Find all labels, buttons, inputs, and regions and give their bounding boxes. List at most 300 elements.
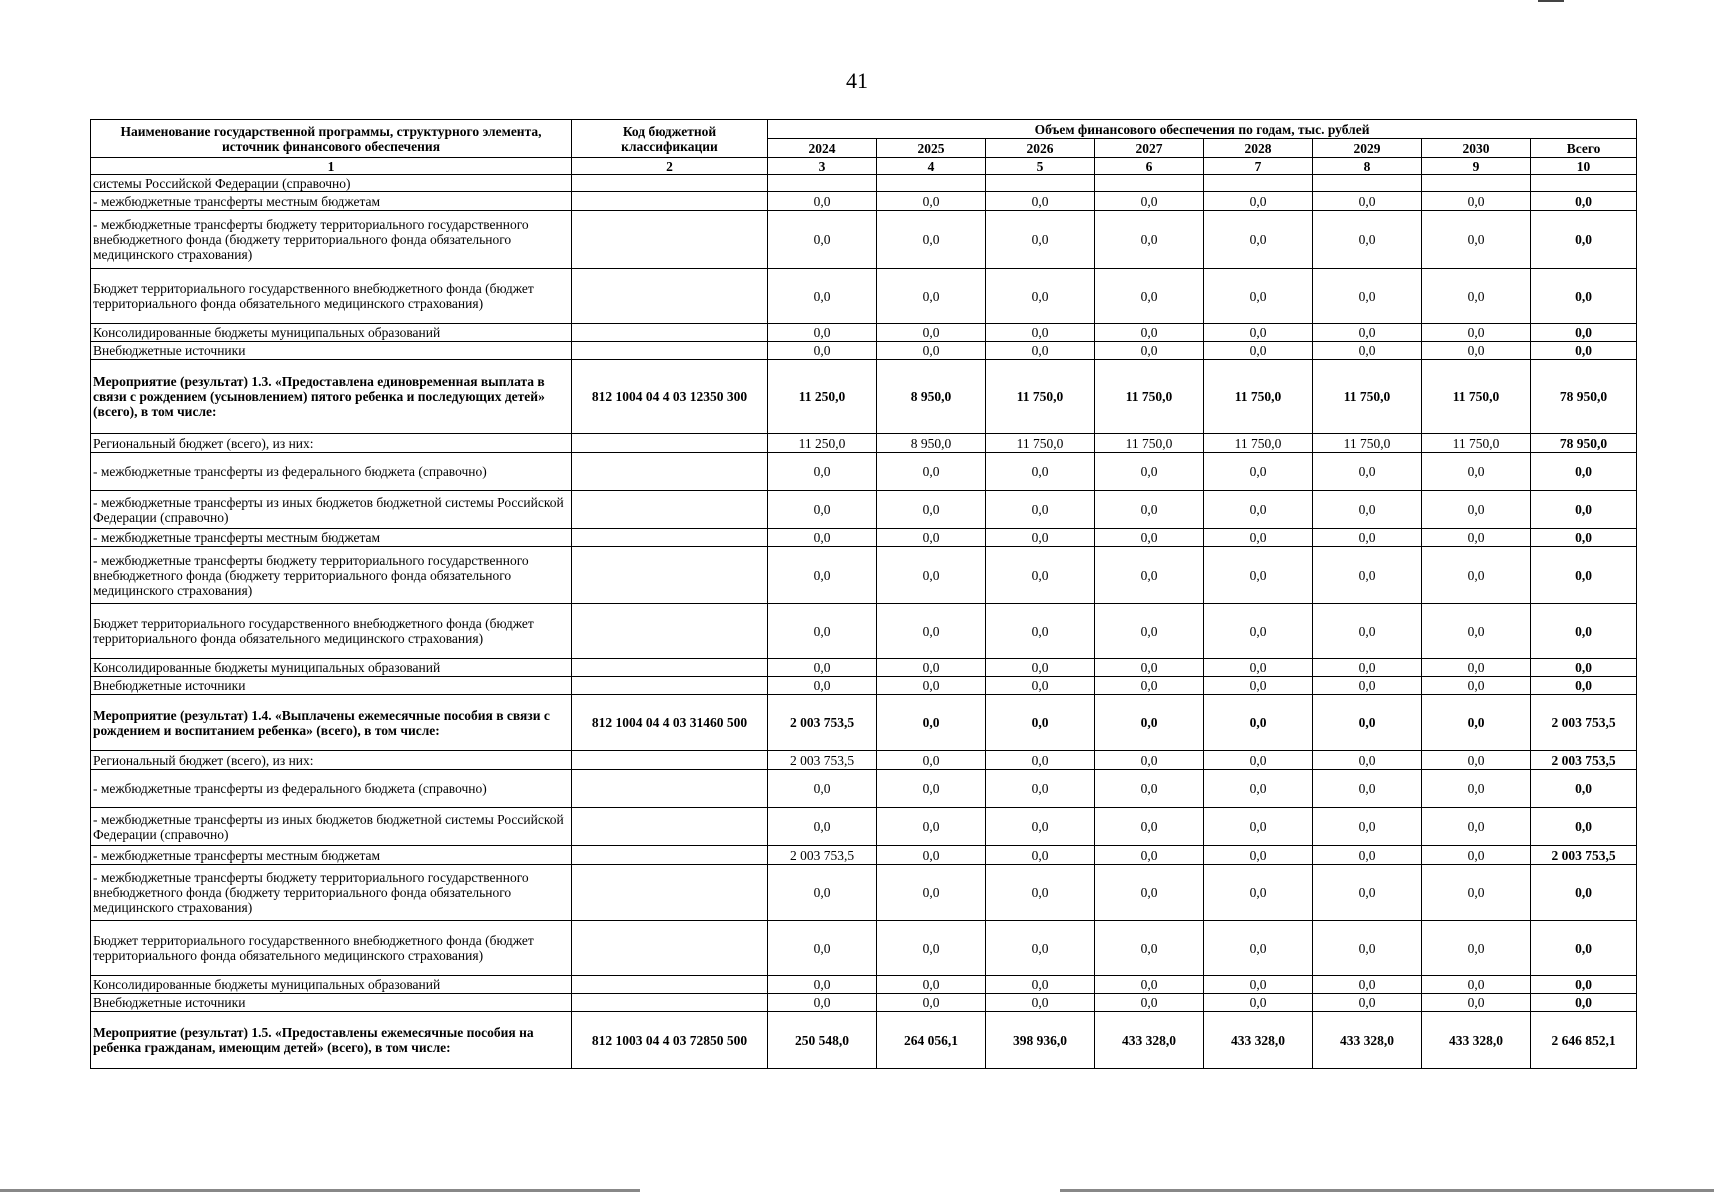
table-row (91, 846, 1637, 865)
row-value: 11 750,0 (986, 434, 1095, 453)
row-total: 0,0 (1531, 211, 1637, 269)
row-value: 0,0 (1422, 695, 1531, 751)
row-name: Консолидированные бюджеты муниципальных образований (91, 976, 572, 994)
row-value: 0,0 (1422, 529, 1531, 547)
table-row (91, 360, 1637, 434)
row-value: 0,0 (768, 921, 877, 976)
row-value: 0,0 (1095, 453, 1204, 491)
row-value: 8 950,0 (877, 434, 986, 453)
row-value: 0,0 (1313, 659, 1422, 677)
row-value: 0,0 (1204, 269, 1313, 324)
row-value: 0,0 (1204, 976, 1313, 994)
row-value: 0,0 (1204, 677, 1313, 695)
row-value: 0,0 (877, 976, 986, 994)
row-value: 0,0 (877, 604, 986, 659)
row-value: 0,0 (1204, 770, 1313, 808)
header-total: Всего (1531, 139, 1637, 158)
header-year: 2027 (1095, 139, 1204, 158)
scan-edge (0, 1189, 640, 1192)
row-value (1095, 175, 1204, 192)
table-row (91, 453, 1637, 491)
row-total: 78 950,0 (1531, 360, 1637, 434)
table-row (91, 434, 1637, 453)
row-name: Внебюджетные источники (91, 994, 572, 1012)
row-value: 0,0 (877, 846, 986, 865)
row-value: 11 750,0 (1313, 360, 1422, 434)
row-value: 0,0 (1204, 695, 1313, 751)
row-total: 0,0 (1531, 547, 1637, 604)
row-value: 0,0 (986, 921, 1095, 976)
row-total: 2 003 753,5 (1531, 695, 1637, 751)
row-value (1204, 175, 1313, 192)
row-value: 8 950,0 (877, 360, 986, 434)
row-value (1313, 175, 1422, 192)
col-number: 5 (986, 158, 1095, 175)
row-value: 0,0 (1313, 695, 1422, 751)
row-total: 0,0 (1531, 921, 1637, 976)
row-total: 0,0 (1531, 994, 1637, 1012)
row-value: 0,0 (768, 659, 877, 677)
table-row (91, 808, 1637, 846)
row-value: 0,0 (1095, 491, 1204, 529)
row-total: 2 003 753,5 (1531, 846, 1637, 865)
row-code (572, 994, 768, 1012)
row-name: Региональный бюджет (всего), из них: (91, 434, 572, 453)
row-value: 0,0 (1204, 324, 1313, 342)
row-value: 11 750,0 (1095, 360, 1204, 434)
row-value: 0,0 (1204, 751, 1313, 770)
row-code (572, 770, 768, 808)
row-value: 0,0 (877, 491, 986, 529)
scan-mark (1538, 0, 1564, 2)
row-value: 0,0 (1204, 808, 1313, 846)
row-value (768, 175, 877, 192)
row-value: 0,0 (1313, 677, 1422, 695)
row-value: 0,0 (1204, 604, 1313, 659)
table-row (91, 211, 1637, 269)
row-value: 0,0 (986, 846, 1095, 865)
table-row (91, 770, 1637, 808)
row-value: 0,0 (1313, 846, 1422, 865)
row-code (572, 175, 768, 192)
row-code (572, 434, 768, 453)
row-value: 0,0 (1422, 269, 1531, 324)
table-row (91, 269, 1637, 324)
row-value: 0,0 (1095, 770, 1204, 808)
row-name: Консолидированные бюджеты муниципальных образований (91, 659, 572, 677)
row-name: - межбюджетные трансферты из федерального бюджета (справочно) (91, 453, 572, 491)
row-name: Бюджет территориального государственного внебюджетного фонда (бюджет территориального фонда обязательного медицинского страхования) (91, 921, 572, 976)
row-code (572, 976, 768, 994)
header-name: Наименование государственной программы, структурного элемента, источник финансового обеспечения (91, 120, 572, 158)
row-value: 0,0 (1095, 976, 1204, 994)
row-value: 11 750,0 (1422, 360, 1531, 434)
row-value: 0,0 (1422, 604, 1531, 659)
col-number: 8 (1313, 158, 1422, 175)
row-value: 0,0 (1313, 269, 1422, 324)
row-value: 0,0 (1422, 921, 1531, 976)
row-value: 0,0 (768, 994, 877, 1012)
row-value: 0,0 (877, 695, 986, 751)
row-total: 2 003 753,5 (1531, 751, 1637, 770)
row-name: Внебюджетные источники (91, 677, 572, 695)
row-value: 11 750,0 (1422, 434, 1531, 453)
row-total: 2 646 852,1 (1531, 1012, 1637, 1069)
row-name: - межбюджетные трансферты местным бюджетам (91, 192, 572, 211)
row-value: 0,0 (1422, 324, 1531, 342)
row-value: 11 250,0 (768, 360, 877, 434)
row-value: 0,0 (1422, 211, 1531, 269)
row-value: 0,0 (986, 342, 1095, 360)
row-value: 0,0 (877, 453, 986, 491)
row-value: 0,0 (768, 491, 877, 529)
row-code (572, 865, 768, 921)
row-name: - межбюджетные трансферты из федерального бюджета (справочно) (91, 770, 572, 808)
header-year: 2025 (877, 139, 986, 158)
row-value: 0,0 (1204, 342, 1313, 360)
row-value: 11 750,0 (1095, 434, 1204, 453)
row-value: 0,0 (1422, 677, 1531, 695)
row-value: 0,0 (877, 921, 986, 976)
table-row (91, 1012, 1637, 1069)
row-value: 0,0 (1422, 342, 1531, 360)
row-value: 0,0 (877, 342, 986, 360)
row-code (572, 808, 768, 846)
row-name: Внебюджетные источники (91, 342, 572, 360)
row-value: 0,0 (1204, 865, 1313, 921)
row-code (572, 921, 768, 976)
row-name: Мероприятие (результат) 1.4. «Выплачены ежемесячные пособия в связи с рождением и воспитанием ребенка» (всего), в том числе: (91, 695, 572, 751)
row-value: 0,0 (1422, 659, 1531, 677)
row-value: 0,0 (768, 192, 877, 211)
row-value: 2 003 753,5 (768, 695, 877, 751)
row-value: 0,0 (877, 770, 986, 808)
row-value: 0,0 (877, 269, 986, 324)
row-value: 0,0 (877, 547, 986, 604)
row-value: 0,0 (877, 865, 986, 921)
row-value: 0,0 (768, 342, 877, 360)
row-name: - межбюджетные трансферты местным бюджетам (91, 846, 572, 865)
row-total: 0,0 (1531, 677, 1637, 695)
table-row (91, 695, 1637, 751)
row-value: 0,0 (1422, 770, 1531, 808)
row-value: 0,0 (986, 751, 1095, 770)
table-row (91, 865, 1637, 921)
row-value: 0,0 (1204, 453, 1313, 491)
row-value: 0,0 (1313, 604, 1422, 659)
row-name: Бюджет территориального государственного внебюджетного фонда (бюджет территориального фонда обязательного медицинского страхования) (91, 604, 572, 659)
row-name: - межбюджетные трансферты местным бюджетам (91, 529, 572, 547)
row-value: 0,0 (1313, 976, 1422, 994)
row-value: 0,0 (1422, 547, 1531, 604)
row-total: 0,0 (1531, 770, 1637, 808)
row-value (986, 175, 1095, 192)
row-value: 433 328,0 (1313, 1012, 1422, 1069)
row-value: 0,0 (1313, 324, 1422, 342)
row-code: 812 1004 04 4 03 31460 500 (572, 695, 768, 751)
row-value (1422, 175, 1531, 192)
row-value: 0,0 (986, 659, 1095, 677)
header-year: 2030 (1422, 139, 1531, 158)
row-code (572, 751, 768, 770)
row-value: 11 750,0 (986, 360, 1095, 434)
row-value: 0,0 (1422, 453, 1531, 491)
row-total: 0,0 (1531, 342, 1637, 360)
row-value: 0,0 (1422, 192, 1531, 211)
row-total: 0,0 (1531, 324, 1637, 342)
row-value: 0,0 (986, 994, 1095, 1012)
financing-table (90, 119, 1637, 1069)
row-value: 11 750,0 (1313, 434, 1422, 453)
row-total: 0,0 (1531, 865, 1637, 921)
row-value: 0,0 (1095, 547, 1204, 604)
row-name: - межбюджетные трансферты бюджету территориального государственного внебюджетного фонда (бюджету территориального фонда обязательного медицинского страхования) (91, 211, 572, 269)
row-value: 0,0 (1422, 808, 1531, 846)
row-value: 11 750,0 (1204, 434, 1313, 453)
row-value: 0,0 (1204, 921, 1313, 976)
table-row (91, 342, 1637, 360)
row-value: 0,0 (1095, 994, 1204, 1012)
row-name: - межбюджетные трансферты из иных бюджетов бюджетной системы Российской Федерации (справочно) (91, 808, 572, 846)
row-value: 0,0 (877, 659, 986, 677)
row-value: 0,0 (986, 976, 1095, 994)
row-value: 0,0 (877, 324, 986, 342)
row-value: 0,0 (768, 269, 877, 324)
table-row (91, 604, 1637, 659)
row-value: 0,0 (1204, 529, 1313, 547)
row-value: 0,0 (1095, 751, 1204, 770)
row-total: 78 950,0 (1531, 434, 1637, 453)
row-code (572, 846, 768, 865)
col-number: 1 (91, 158, 572, 175)
row-value: 433 328,0 (1422, 1012, 1531, 1069)
row-value: 2 003 753,5 (768, 846, 877, 865)
row-value: 0,0 (986, 677, 1095, 695)
row-value: 0,0 (1095, 659, 1204, 677)
row-code: 812 1003 04 4 03 72850 500 (572, 1012, 768, 1069)
row-code (572, 192, 768, 211)
row-value: 0,0 (877, 751, 986, 770)
table-row (91, 175, 1637, 192)
row-value: 0,0 (1422, 846, 1531, 865)
col-number: 2 (572, 158, 768, 175)
row-value: 0,0 (768, 865, 877, 921)
header-year: 2026 (986, 139, 1095, 158)
page-number: 41 (846, 68, 868, 93)
row-value: 0,0 (768, 976, 877, 994)
row-value: 0,0 (1313, 211, 1422, 269)
row-value: 0,0 (768, 324, 877, 342)
row-value: 0,0 (1313, 529, 1422, 547)
table-row (91, 677, 1637, 695)
row-value: 0,0 (1422, 751, 1531, 770)
row-name: системы Российской Федерации (справочно) (91, 175, 572, 192)
row-value: 0,0 (768, 211, 877, 269)
row-total: 0,0 (1531, 269, 1637, 324)
row-value: 0,0 (1422, 865, 1531, 921)
header-year: 2024 (768, 139, 877, 158)
row-value: 433 328,0 (1204, 1012, 1313, 1069)
row-value: 0,0 (1204, 994, 1313, 1012)
row-total: 0,0 (1531, 976, 1637, 994)
row-code (572, 342, 768, 360)
row-code: 812 1004 04 4 03 12350 300 (572, 360, 768, 434)
row-value: 0,0 (877, 192, 986, 211)
row-value: 0,0 (1095, 865, 1204, 921)
table-row (91, 491, 1637, 529)
row-value: 0,0 (1204, 659, 1313, 677)
row-value: 0,0 (877, 677, 986, 695)
row-code (572, 453, 768, 491)
row-total: 0,0 (1531, 192, 1637, 211)
row-value: 0,0 (1313, 751, 1422, 770)
table-row (91, 994, 1637, 1012)
row-value: 0,0 (1095, 846, 1204, 865)
header-code: Код бюджетной классификации (572, 120, 768, 158)
row-code (572, 677, 768, 695)
row-value: 0,0 (1313, 192, 1422, 211)
row-value: 0,0 (768, 453, 877, 491)
row-value: 0,0 (768, 808, 877, 846)
row-value: 0,0 (1095, 529, 1204, 547)
row-code (572, 659, 768, 677)
row-value: 0,0 (1204, 211, 1313, 269)
col-number: 7 (1204, 158, 1313, 175)
row-name: - межбюджетные трансферты бюджету территориального государственного внебюджетного фонда (бюджету территориального фонда обязательного медицинского страхования) (91, 547, 572, 604)
row-value: 0,0 (1422, 491, 1531, 529)
row-value: 0,0 (768, 604, 877, 659)
row-value: 0,0 (877, 808, 986, 846)
row-value: 0,0 (1313, 865, 1422, 921)
row-total: 0,0 (1531, 808, 1637, 846)
row-value: 0,0 (1313, 808, 1422, 846)
col-number: 9 (1422, 158, 1531, 175)
row-value: 0,0 (986, 604, 1095, 659)
row-value: 0,0 (1204, 192, 1313, 211)
row-value: 0,0 (1095, 695, 1204, 751)
table-row (91, 751, 1637, 770)
row-code (572, 269, 768, 324)
row-value: 0,0 (986, 324, 1095, 342)
scan-edge (1060, 1189, 1714, 1192)
row-value: 0,0 (986, 695, 1095, 751)
table-body (91, 175, 1637, 1069)
row-value: 0,0 (768, 529, 877, 547)
row-name: - межбюджетные трансферты из иных бюджетов бюджетной системы Российской Федерации (справочно) (91, 491, 572, 529)
row-value: 0,0 (1095, 677, 1204, 695)
row-value: 250 548,0 (768, 1012, 877, 1069)
col-number: 3 (768, 158, 877, 175)
header-year: 2029 (1313, 139, 1422, 158)
row-value: 11 750,0 (1204, 360, 1313, 434)
row-value: 0,0 (768, 677, 877, 695)
row-value: 0,0 (1095, 604, 1204, 659)
table-row (91, 547, 1637, 604)
row-total: 0,0 (1531, 453, 1637, 491)
col-number: 6 (1095, 158, 1204, 175)
row-value: 0,0 (986, 865, 1095, 921)
table-row (91, 976, 1637, 994)
row-name: Консолидированные бюджеты муниципальных образований (91, 324, 572, 342)
row-value: 0,0 (986, 770, 1095, 808)
row-value: 0,0 (1095, 192, 1204, 211)
row-value: 0,0 (986, 808, 1095, 846)
row-value: 0,0 (1095, 324, 1204, 342)
row-value: 0,0 (1204, 846, 1313, 865)
row-name: Региональный бюджет (всего), из них: (91, 751, 572, 770)
row-value: 0,0 (986, 453, 1095, 491)
header-year: 2028 (1204, 139, 1313, 158)
row-value: 0,0 (1422, 994, 1531, 1012)
row-value (877, 175, 986, 192)
row-value: 0,0 (1095, 808, 1204, 846)
table-row (91, 921, 1637, 976)
row-value: 0,0 (1313, 453, 1422, 491)
row-value: 0,0 (1313, 491, 1422, 529)
table-row (91, 659, 1637, 677)
row-code (572, 604, 768, 659)
row-total: 0,0 (1531, 491, 1637, 529)
row-code (572, 547, 768, 604)
row-value: 0,0 (877, 211, 986, 269)
row-value: 0,0 (1313, 921, 1422, 976)
row-value: 0,0 (768, 770, 877, 808)
col-number: 4 (877, 158, 986, 175)
row-value: 0,0 (986, 211, 1095, 269)
row-value: 0,0 (986, 192, 1095, 211)
col-number: 10 (1531, 158, 1637, 175)
row-value: 0,0 (768, 547, 877, 604)
row-value: 433 328,0 (1095, 1012, 1204, 1069)
row-name: Мероприятие (результат) 1.3. «Предоставлена единовременная выплата в связи с рождением (усыновлением) пятого ребенка и последующих детей» (всего), в том числе: (91, 360, 572, 434)
row-value: 0,0 (1095, 211, 1204, 269)
row-name: Мероприятие (результат) 1.5. «Предоставлены ежемесячные пособия на ребенка гражданам, имеющим детей» (всего), в том числе: (91, 1012, 572, 1069)
header-volume: Объем финансового обеспечения по годам, тыс. рублей (768, 120, 1637, 139)
row-value: 0,0 (1204, 491, 1313, 529)
row-value: 0,0 (986, 529, 1095, 547)
row-value: 0,0 (1313, 994, 1422, 1012)
table-row (91, 529, 1637, 547)
row-value: 0,0 (1095, 269, 1204, 324)
row-value: 0,0 (1204, 547, 1313, 604)
row-value: 0,0 (986, 547, 1095, 604)
row-value: 11 250,0 (768, 434, 877, 453)
row-total (1531, 175, 1637, 192)
row-total: 0,0 (1531, 604, 1637, 659)
row-value: 398 936,0 (986, 1012, 1095, 1069)
row-code (572, 529, 768, 547)
row-value: 0,0 (877, 994, 986, 1012)
table-row (91, 192, 1637, 211)
row-code (572, 211, 768, 269)
row-value: 0,0 (1313, 547, 1422, 604)
row-name: Бюджет территориального государственного внебюджетного фонда (бюджет территориального фонда обязательного медицинского страхования) (91, 269, 572, 324)
row-value: 0,0 (877, 529, 986, 547)
row-value: 0,0 (1095, 921, 1204, 976)
row-total: 0,0 (1531, 659, 1637, 677)
row-value: 0,0 (1313, 770, 1422, 808)
row-total: 0,0 (1531, 529, 1637, 547)
row-value: 264 056,1 (877, 1012, 986, 1069)
row-value: 0,0 (1313, 342, 1422, 360)
table-row (91, 324, 1637, 342)
row-name: - межбюджетные трансферты бюджету территориального государственного внебюджетного фонда (бюджету территориального фонда обязательного медицинского страхования) (91, 865, 572, 921)
row-value: 0,0 (986, 491, 1095, 529)
row-value: 0,0 (1422, 976, 1531, 994)
row-code (572, 491, 768, 529)
row-value: 0,0 (1095, 342, 1204, 360)
row-code (572, 324, 768, 342)
